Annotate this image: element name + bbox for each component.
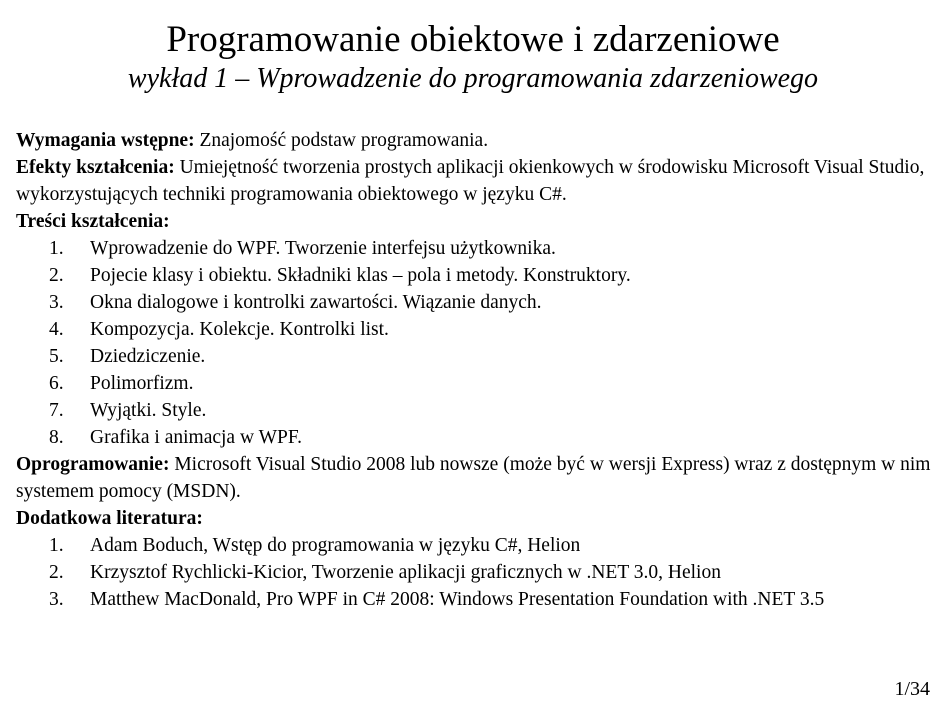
list-item-text: Matthew MacDonald, Pro WPF in C# 2008: Windows Presentation Foundation with .NET 3.5 [90,589,825,610]
list-item [16,262,931,289]
contents-section [16,208,931,235]
page-number: 1/34 [894,678,930,700]
list-item-text: Pojecie klasy i obiektu. Składniki klas – pola i metody. Konstruktory. [90,265,631,286]
outcomes-text: Umiejętność tworzenia prostych aplikacji okienkowych w środowisku Microsoft Visual Studio, wykorzystujących techniki programowania obiektowego w języku C#. [16,157,925,205]
list-item-text: Adam Boduch, Wstęp do programowania w języku C#, Helion [90,535,581,556]
list-item-number: 4. [49,319,64,340]
list-item [16,532,931,559]
list-item-text: Dziedziczenie. [90,346,206,367]
list-item [16,559,931,586]
list-item-number: 1. [49,238,64,259]
list-item-number: 5. [49,346,64,367]
outcomes-label: Efekty kształcenia: [16,157,175,178]
page-subtitle: wykład 1 – Wprowadzenie do programowania zdarzeniowego [127,63,819,94]
requirements-text: Znajomość podstaw programowania. [194,130,489,151]
requirements-label: Wymagania wstępne: [16,130,195,151]
page-title: Programowanie obiektowe i zdarzeniowe [166,19,780,60]
list-item [16,424,931,451]
list-item-text: Kompozycja. Kolekcje. Kontrolki list. [90,319,389,340]
literature-list [16,532,931,613]
list-item-number: 3. [49,292,64,313]
list-item-number: 2. [49,562,64,583]
list-item [16,397,931,424]
literature-label: Dodatkowa literatura: [16,508,203,529]
list-item-number: 1. [49,535,64,556]
outcomes-section [16,154,931,208]
contents-label: Treści kształcenia: [16,211,170,232]
list-item-text: Grafika i animacja w WPF. [90,427,302,448]
software-label: Oprogramowanie: [16,454,170,475]
software-section [16,451,931,505]
list-item [16,316,931,343]
list-item-number: 8. [49,427,64,448]
literature-section [16,505,931,532]
list-item [16,289,931,316]
list-item [16,586,931,613]
list-item-text: Wyjątki. Style. [90,400,207,421]
requirements-section [16,127,931,154]
list-item-text: Krzysztof Rychlicki-Kicior, Tworzenie aplikacji graficznych w .NET 3.0, Helion [90,562,721,583]
contents-list [16,235,931,451]
list-item-text: Wprowadzenie do WPF. Tworzenie interfejsu użytkownika. [90,238,556,259]
list-item-number: 6. [49,373,64,394]
list-item-text: Polimorfizm. [90,373,194,394]
list-item [16,343,931,370]
list-item-number: 3. [49,589,64,610]
list-item-text: Okna dialogowe i kontrolki zawartości. Wiązanie danych. [90,292,542,313]
slide-content [16,127,931,613]
list-item-number: 7. [49,400,64,421]
list-item-number: 2. [49,265,64,286]
software-text: Microsoft Visual Studio 2008 lub nowsze (może być w wersji Express) wraz z dostępnym w nim systemem pomocy (MSDN). [16,454,931,502]
slide-header [0,18,946,96]
list-item [16,235,931,262]
list-item [16,370,931,397]
